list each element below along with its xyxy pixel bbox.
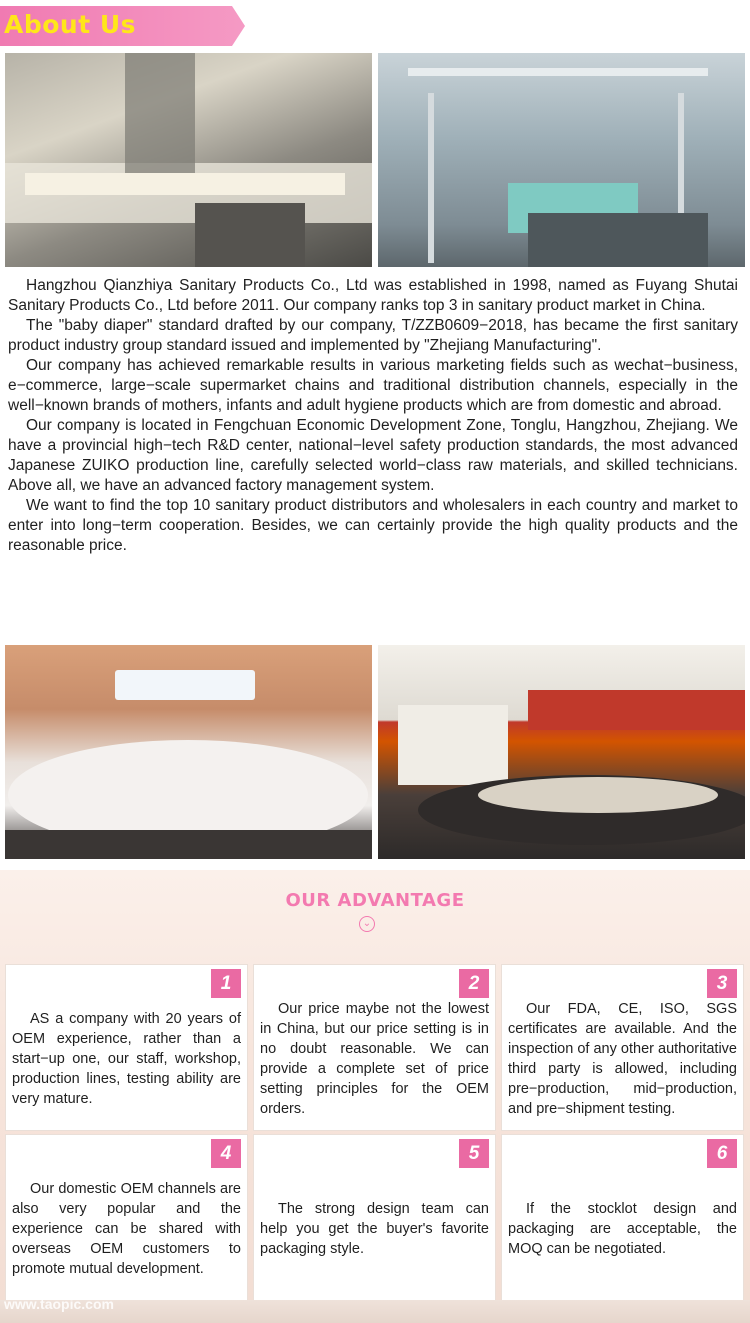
factory-machinery-illustration — [378, 53, 745, 267]
advantage-card-4 — [5, 1134, 248, 1301]
advantage-card-1 — [5, 964, 248, 1131]
advantage-card-1-text: AS a company with 20 years of OEM experience, rather than a start−up one, our staff, workshop, production lines, testing ability are very mature. — [12, 1010, 241, 1107]
advantage-card-2 — [253, 964, 496, 1131]
advantage-card-text — [12, 965, 241, 1130]
advantage-card-text — [12, 1135, 241, 1300]
advantage-card-6-text: If the stocklot design and packaging are acceptable, the MOQ can be negotiated. — [508, 1200, 737, 1257]
advantage-card-number: 6 — [707, 1139, 737, 1168]
advantage-card-number: 2 — [459, 969, 489, 998]
advantage-card-3 — [501, 964, 744, 1131]
intro-paragraph-2: The "baby diaper" standard drafted by our company, T/ZZB0609−2018, has became the first sanitary product industry group standard issued and implemented by "Zhejiang Manufacturing". — [8, 317, 738, 354]
company-introduction — [8, 276, 738, 556]
factory-production-line-photo — [5, 53, 372, 267]
conference-meeting-photo — [378, 645, 745, 859]
chevron-down-circle-icon: ⌄ — [359, 916, 375, 932]
advantage-card-5-text: The strong design team can help you get the buyer's favorite packaging style. — [260, 1200, 489, 1257]
intro-paragraph-5: We want to find the top 10 sanitary product distributors and wholesalers in each country and market to enter into long−term cooperation. Besides, we can certainly provide the high quality products and the reasonable price. — [8, 497, 738, 554]
factory-production-line-illustration — [5, 53, 372, 267]
advantage-card-text — [508, 965, 737, 1130]
advantage-card-3-text: Our FDA, CE, ISO, SGS certificates are available. And the inspection of any other authoritative third party is allowed, including pre−production, mid−production, and pre−shipment testing. — [508, 1000, 737, 1117]
intro-paragraph-4: Our company is located in Fengchuan Economic Development Zone, Tonglu, Hangzhou, Zhejiang. We have a provincial high−tech R&D center, national−level safety production standards, the most advanced Japanese ZUIKO production line, carefully selected world−class raw materials, and skilled technicians. Above all, we have an advanced factory management system. — [8, 417, 738, 494]
advantage-title: OUR ADVANTAGE — [285, 890, 465, 911]
advantage-card-text — [508, 1135, 737, 1300]
about-us-title: About Us — [4, 10, 137, 39]
intro-paragraph-1: Hangzhou Qianzhiya Sanitary Products Co., Ltd was established in 1998, named as Fuyang Shutai Sanitary Products Co., Ltd before 2011. Our company ranks top 3 in sanitary product market in China. — [8, 277, 738, 314]
watermark-text: www.taopic.com — [4, 1296, 114, 1312]
factory-machinery-photo — [378, 53, 745, 267]
meeting-illustration — [378, 645, 745, 859]
advantage-card-2-text: Our price maybe not the lowest in China, but our price setting is in no doubt reasonable. We can provide a complete set of price setting principles for the OEM orders. — [260, 1000, 489, 1117]
intro-paragraph-3: Our company has achieved remarkable results in various marketing fields such as wechat−business, e−commerce, large−scale supermarket chains and traditional distribution channels, especially in the well−known brands of mothers, infants and adult hygiene products which are from domestic and abroad. — [8, 357, 738, 414]
team-group-illustration — [5, 645, 372, 859]
company-team-group-photo — [5, 645, 372, 859]
advantage-card-5 — [253, 1134, 496, 1301]
advantage-card-6 — [501, 1134, 744, 1301]
advantage-card-text — [260, 965, 489, 1130]
advantage-card-text — [260, 1135, 489, 1300]
advantage-card-number: 5 — [459, 1139, 489, 1168]
advantage-card-number: 1 — [211, 969, 241, 998]
advantage-card-number: 4 — [211, 1139, 241, 1168]
advantage-card-number: 3 — [707, 969, 737, 998]
advantage-card-4-text: Our domestic OEM channels are also very popular and the experience can be shared with overseas OEM customers to promote mutual development. — [12, 1180, 241, 1277]
